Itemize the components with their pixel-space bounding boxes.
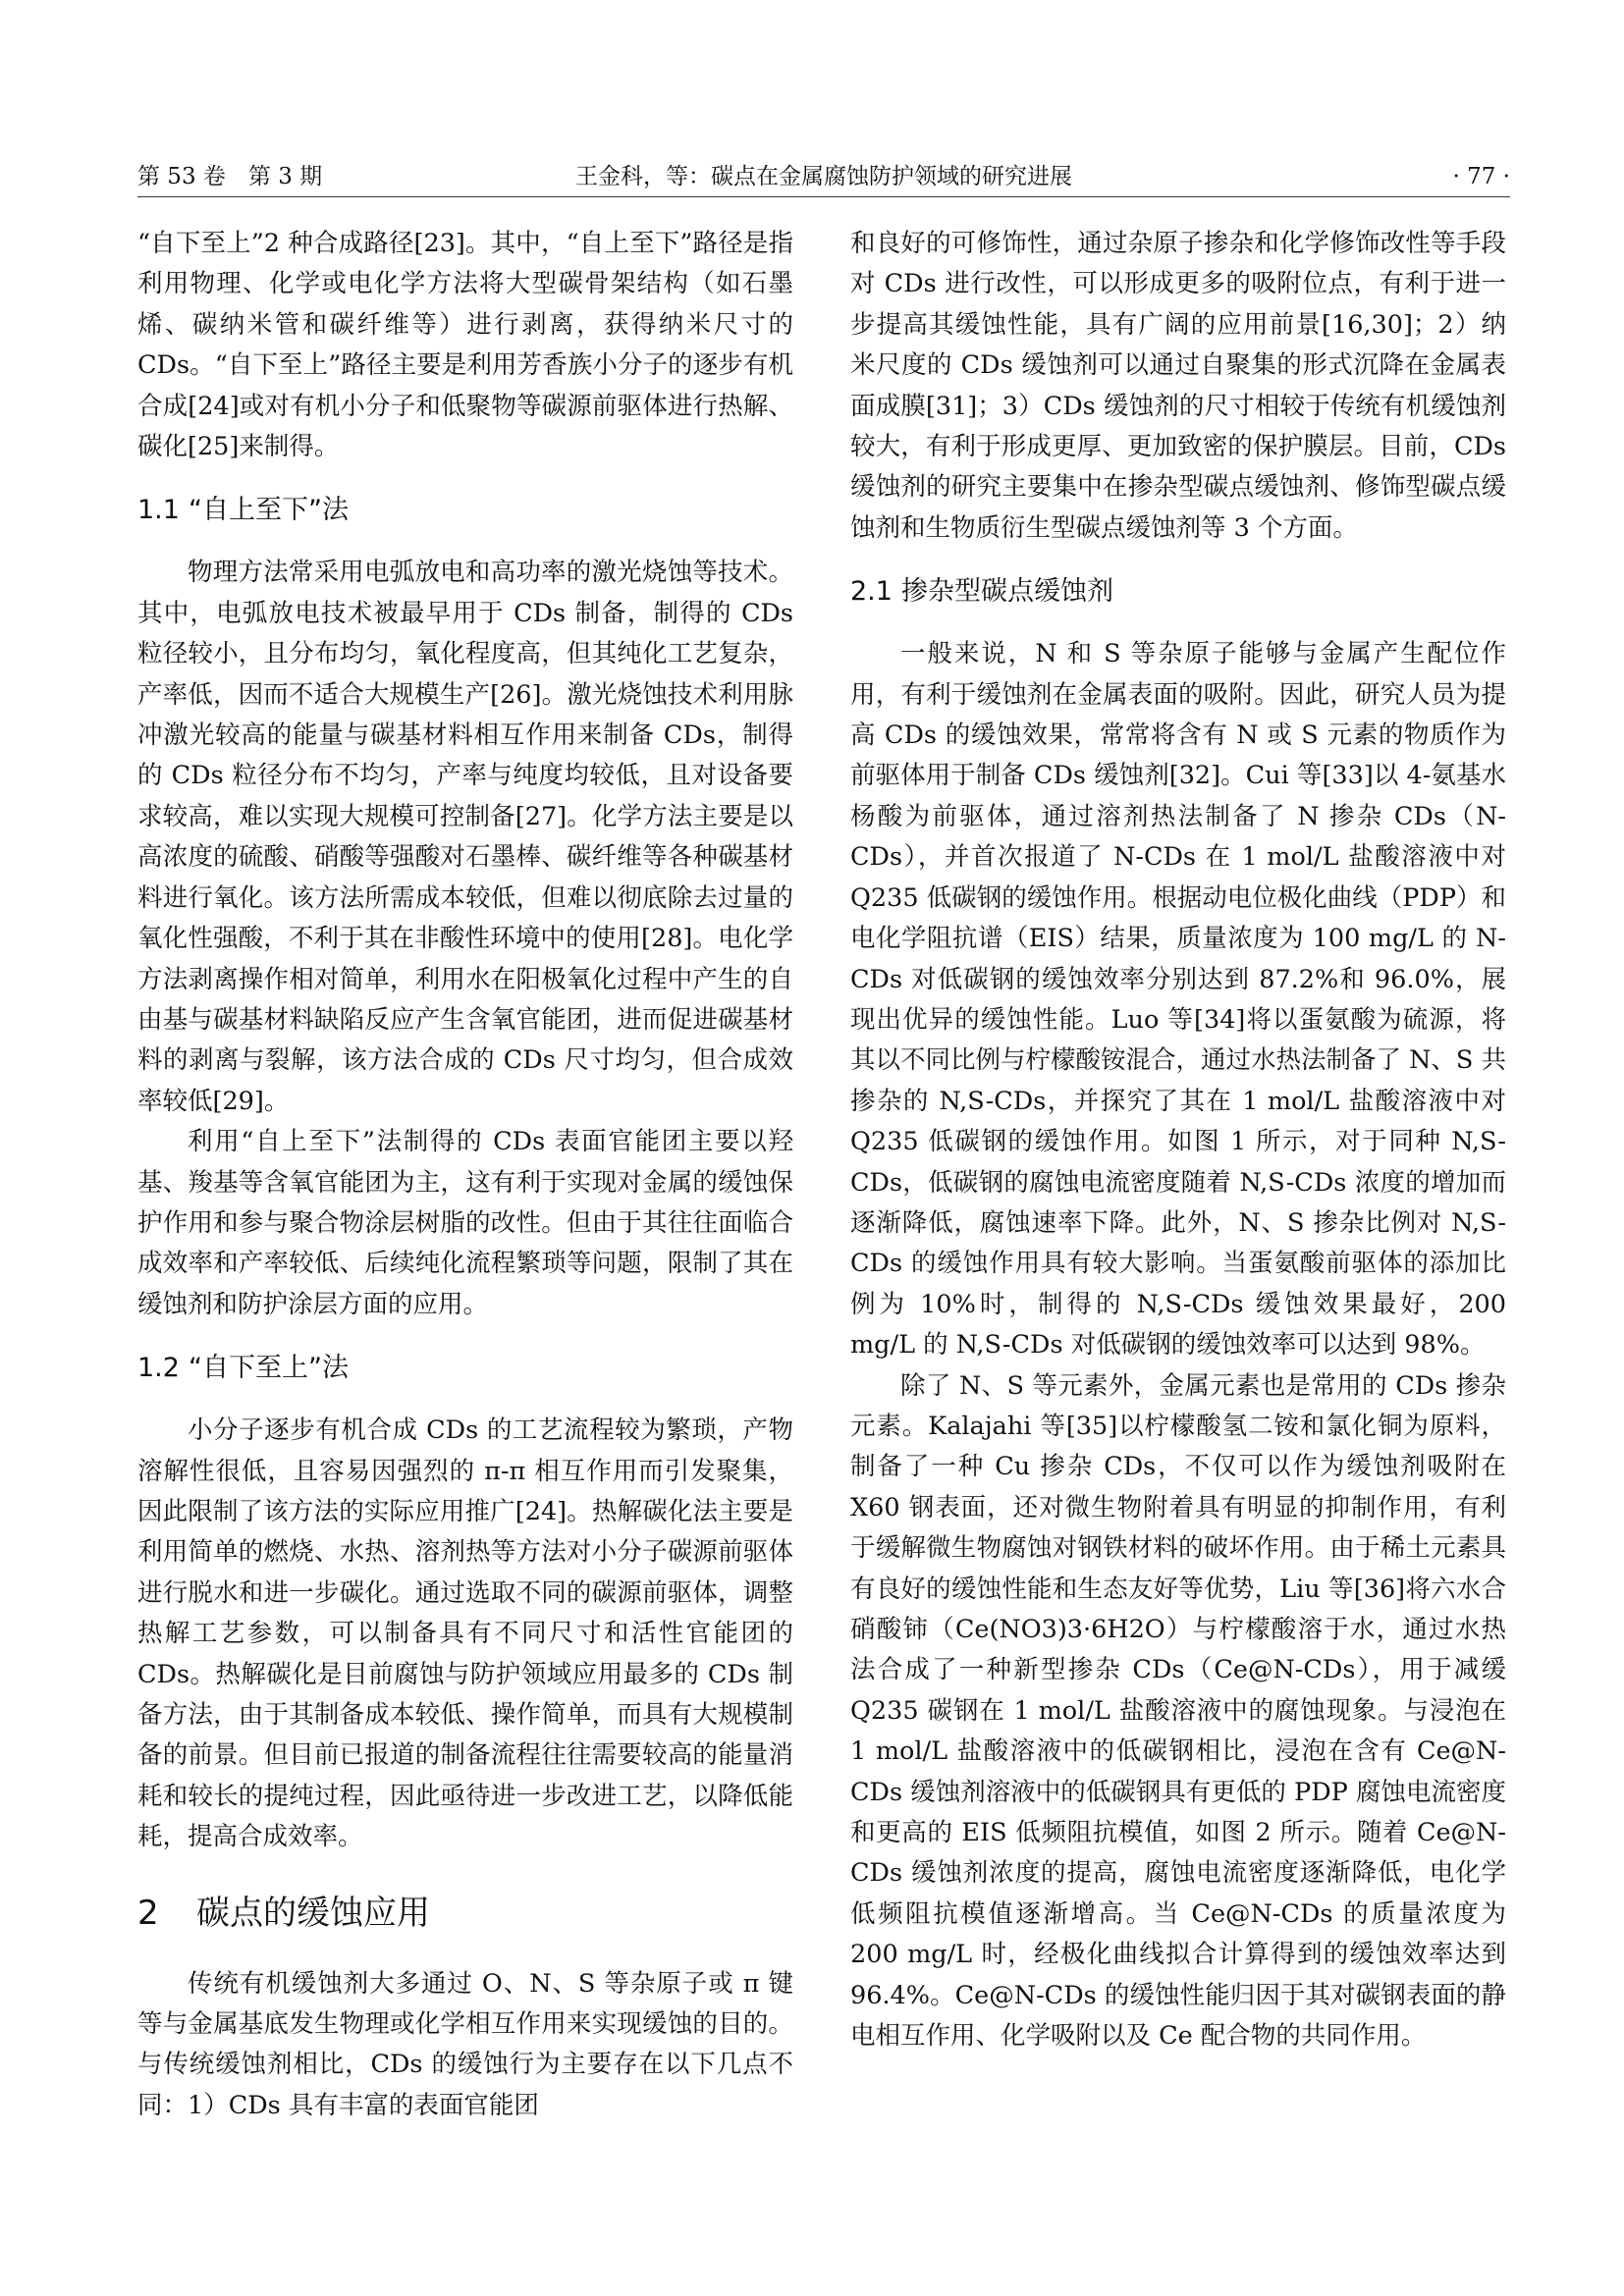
section-heading-2 bbox=[137, 1890, 793, 1937]
section-title: 碳点的缓蚀应用 bbox=[196, 1893, 430, 1933]
section-heading-2-1 bbox=[850, 571, 1506, 613]
paragraph-doped-cds: 一般来说，N 和 S 等杂原子能够与金属产生配位作用，有利于缓蚀剂在金属表面的吸附。因此，研究人员为提高 CDs 的缓蚀效果，常常将含有 N 或 S 元素的物质作为前驱体用于制备 CDs 缓蚀剂[32]。Cui 等[33]以 4-氨基水杨酸为前驱体，通过溶剂热法制备了 N 掺杂 CDs（N-CDs），并首次报道了 N-CDs 在 1 mol/L 盐酸溶液中对 Q235 低碳钢的缓蚀作用。根据动电位极化曲线（PDP）和电化学阻抗谱（EIS）结果，质量浓度为 100 mg/L 的 N-CDs 对低碳钢的缓蚀效率分别达到 87.2%和 96.0%，展现出优异的缓蚀性能。Luo 等[34]将以蛋氨酸为硫源，将其以不同比例与柠檬酸铵混合，通过水热法制备了 N、S 共掺杂的 N,S-CDs，并探究了其在 1 mol/L 盐酸溶液中对 Q235 低碳钢的缓蚀作用。如图 1 所示，对于同种 N,S-CDs，低碳钢的腐蚀电流密度随着 N,S-CDs 浓度的增加而逐渐降低，腐蚀速率下降。此外，N、S 掺杂比例对 N,S-CDs 的缓蚀作用具有较大影响。当蛋氨酸前驱体的添加比例为 10%时，制得的 N,S-CDs 缓蚀效果最好，200 mg/L 的 N,S-CDs 对低碳钢的缓蚀效率可以达到 98%。 bbox=[850, 639, 1506, 1361]
section-title: 掺杂型碳点缓蚀剂 bbox=[901, 576, 1113, 608]
paragraph-continued: 和良好的可修饰性，通过杂原子掺杂和化学修饰改性等手段对 CDs 进行改性，可以形成更多的吸附位点，有利于进一步提高其缓蚀性能，具有广阔的应用前景[16,30]；2）纳米尺度的 CDs 缓蚀剂可以通过自聚集的形式沉降在金属表面成膜[31]；3）CDs 缓蚀剂的尺寸相较于传统有机缓蚀剂较大，有利于形成更厚、更加致密的保护膜层。目前，CDs 缓蚀剂的研究主要集中在掺杂型碳点缓蚀剂、修饰型碳点缓蚀剂和生物质衍生型碳点缓蚀剂等 3 个方面。 bbox=[850, 229, 1506, 543]
running-title: 王金科，等：碳点在金属腐蚀防护领域的研究进展 bbox=[575, 164, 1072, 189]
journal-volume-issue: 第 53 卷 第 3 期 bbox=[137, 164, 323, 189]
page-number: · 77 · bbox=[1452, 164, 1510, 189]
paragraph-corrosion-inhibition: 传统有机缓蚀剂大多通过 O、N、S 等杂原子或 π 键等与金属基底发生物理或化学相互作用来实现缓蚀的目的。与传统缓蚀剂相比，CDs 的缓蚀行为主要存在以下几点不同：1）CDs 具有丰富的表面官能团 bbox=[137, 1968, 793, 2120]
section-title: “自下至上”法 bbox=[189, 1353, 349, 1384]
paragraph-intro-continued: “自下至上”2 种合成路径[23]。其中，“自上至下”路径是指利用物理、化学或电化学方法将大型碳骨架结构（如石墨烯、碳纳米管和碳纤维等）进行剥离，获得纳米尺寸的 CDs。“自下至上”路径主要是利用芳香族小分子的逐步有机合成[24]或对有机小分子和低聚物等碳源前驱体进行热解、碳化[25]来制得。 bbox=[137, 229, 793, 462]
section-number: 2 bbox=[137, 1893, 159, 1933]
section-number: 1.1 bbox=[137, 495, 180, 526]
section-heading-1-2 bbox=[137, 1348, 793, 1389]
section-number: 2.1 bbox=[850, 576, 893, 608]
left-column bbox=[137, 224, 793, 2126]
right-column bbox=[850, 224, 1506, 2056]
paragraph-metal-doped-cds: 除了 N、S 等元素外，金属元素也是常用的 CDs 掺杂元素。Kalajahi 等[35]以柠檬酸氢二铵和氯化铜为原料，制备了一种 Cu 掺杂 CDs，不仅可以作为缓蚀剂吸附在 X60 钢表面，还对微生物附着具有明显的抑制作用，有利于缓解微生物腐蚀对钢铁材料的破坏作用。由于稀土元素具有良好的缓蚀性能和生态友好等优势，Liu 等[36]将六水合硝酸铈（Ce(NO3)3·6H2O）与柠檬酸溶于水，通过水热法合成了一种新型掺杂 CDs（Ce@N-CDs），用于减缓 Q235 碳钢在 1 mol/L 盐酸溶液中的腐蚀现象。与浸泡在 1 mol/L 盐酸溶液中的低碳钢相比，浸泡在含有 Ce@N-CDs 缓蚀剂溶液中的低碳钢具有更低的 PDP 腐蚀电流密度和更高的 EIS 低频阻抗模值，如图 2 所示。随着 Ce@N-CDs 缓蚀剂浓度的提高，腐蚀电流密度逐渐降低，电化学低频阻抗模值逐渐增高。当 Ce@N-CDs 的质量浓度为 200 mg/L 时，经极化曲线拟合计算得到的缓蚀效率达到 96.4%。Ce@N-CDs 的缓蚀性能归因于其对碳钢表面的静电相互作用、化学吸附以及 Ce 配合物的共同作用。 bbox=[850, 1370, 1506, 2052]
paragraph-top-down-methods: 物理方法常采用电弧放电和高功率的激光烧蚀等技术。其中，电弧放电技术被最早用于 CDs 制备，制得的 CDs 粒径较小，且分布均匀，氧化程度高，但其纯化工艺复杂，产率低，因而不适合大规模生产[26]。激光烧蚀技术利用脉冲激光较高的能量与碳基材料相互作用来制备 CDs，制得的 CDs 粒径分布不均匀，产率与纯度均较低，且对设备要求较高，难以实现大规模可控制备[27]。化学方法主要是以高浓度的硫酸、硝酸等强酸对石墨棒、碳纤维等各种碳基材料进行氧化。该方法所需成本较低，但难以彻底除去过量的氧化性强酸，不利于其在非酸性环境中的使用[28]。电化学方法剥离操作相对简单，利用水在阳极氧化过程中产生的自由基与碳基材料缺陷反应产生含氧官能团，进而促进碳基材料的剥离与裂解，该方法合成的 CDs 尺寸均匀，但合成效率较低[29]。 bbox=[137, 558, 793, 1116]
paragraph-top-down-summary: 利用“自上至下”法制得的 CDs 表面官能团主要以羟基、羧基等含氧官能团为主，这有利于实现对金属的缓蚀保护作用和参与聚合物涂层树脂的改性。但由于其往往面临合成效率和产率较低、后续纯化流程繁琐等问题，限制了其在缓蚀剂和防护涂层方面的应用。 bbox=[137, 1127, 793, 1319]
section-number: 1.2 bbox=[137, 1353, 180, 1384]
page-header bbox=[137, 157, 1510, 197]
paragraph-bottom-up: 小分子逐步有机合成 CDs 的工艺流程较为繁琐，产物溶解性很低，且容易因强烈的 π-π 相互作用而引发聚集，因此限制了该方法的实际应用推广[24]。热解碳化法主要是利用简单的燃烧、水热、溶剂热等方法对小分子碳源前驱体进行脱水和进一步碳化。通过选取不同的碳源前驱体，调整热解工艺参数，可以制备具有不同尺寸和活性官能团的 CDs。热解碳化是目前腐蚀与防护领域应用最多的 CDs 制备方法，由于其制备成本较低、操作简单，而具有大规模制备的前景。但目前已报道的制备流程往往需要较高的能量消耗和较长的提纯过程，因此亟待进一步改进工艺，以降低能耗，提高合成效率。 bbox=[137, 1415, 793, 1852]
section-heading-1-1 bbox=[137, 490, 793, 531]
section-title: “自上至下”法 bbox=[189, 495, 349, 526]
